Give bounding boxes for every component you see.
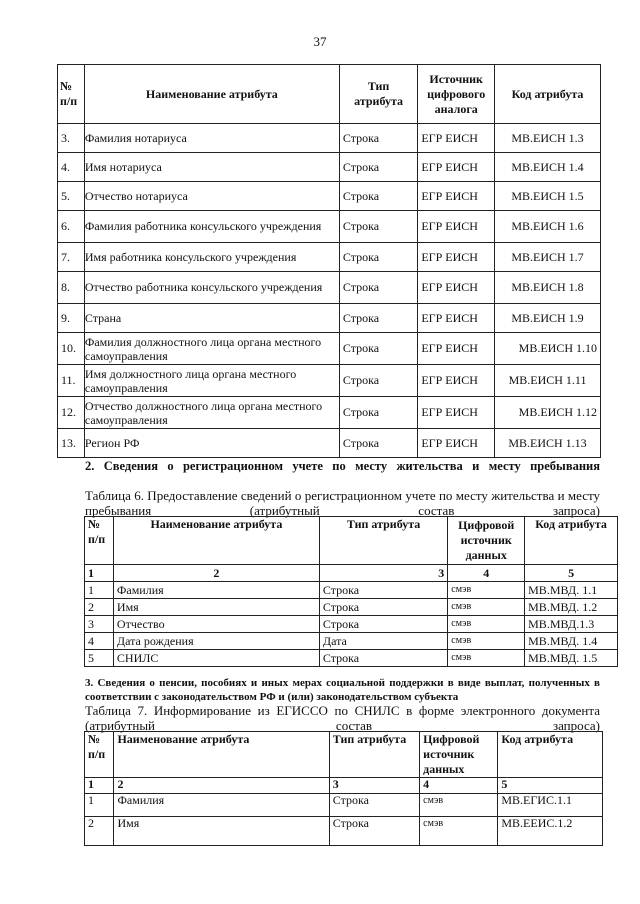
attribute-type: Строка: [339, 365, 417, 397]
attribute-type: Строка: [339, 397, 417, 429]
attribute-code: МВ.МВД. 1.5: [525, 650, 618, 667]
header-name: Наименование атрибута: [114, 732, 329, 778]
attribute-code: МВ.ЕИСН 1.7: [495, 243, 601, 272]
table-row: [58, 153, 601, 182]
attribute-code: МВ.МВД. 1.1: [525, 582, 618, 599]
table-row: [85, 616, 618, 633]
header-name: Наименование атрибута: [113, 517, 319, 565]
attribute-source: ЕГР ЕИСН: [418, 333, 495, 365]
attribute-source: ЕГР ЕИСН: [418, 429, 495, 458]
table-row: [85, 794, 603, 817]
row-number: 2: [85, 817, 114, 846]
header-name: Наименование атрибута: [84, 65, 339, 124]
header-code: Код атрибута: [498, 732, 603, 778]
attribute-type: Строка: [329, 794, 419, 817]
attribute-code: МВ.ЕИСН 1.6: [495, 211, 601, 243]
column-number: 5: [498, 778, 603, 794]
attribute-source: ЕГР ЕИСН: [418, 243, 495, 272]
table-header-row: [85, 517, 618, 565]
attribute-type: Строка: [319, 599, 447, 616]
column-number: 4: [448, 565, 525, 582]
attribute-type: Строка: [339, 182, 417, 211]
attribute-source: ЕГР ЕИСН: [418, 365, 495, 397]
table-egr-eisn: [57, 64, 601, 458]
attribute-type: Строка: [339, 333, 417, 365]
table-row: [85, 599, 618, 616]
attribute-name: Фамилия работника консульского учреждения: [84, 211, 339, 243]
section-2-heading: 2. Сведения о регистрационном учете по месту жительства и месту пребывания: [85, 459, 600, 473]
attribute-source: ЕГР ЕИСН: [418, 397, 495, 429]
table-row: [58, 182, 601, 211]
attribute-code: МВ.ЕИСН 1.8: [495, 272, 601, 304]
attribute-name: Отчество: [113, 616, 319, 633]
table-row: [58, 304, 601, 333]
attribute-type: Строка: [339, 124, 417, 153]
row-number: 7.: [58, 243, 85, 272]
attribute-code: МВ.ЕИСН 1.5: [495, 182, 601, 211]
row-number: 12.: [58, 397, 85, 429]
table-row: [58, 333, 601, 365]
row-number: 1: [85, 794, 114, 817]
header-type: Тип атрибута: [319, 517, 447, 565]
column-number: 2: [113, 565, 319, 582]
row-number: 5: [85, 650, 114, 667]
attribute-type: Строка: [339, 153, 417, 182]
attribute-source: ЕГР ЕИСН: [418, 272, 495, 304]
attribute-type: Дата: [319, 633, 447, 650]
table-header-row: [85, 732, 603, 778]
attribute-name: Страна: [84, 304, 339, 333]
table-header-row: [58, 65, 601, 124]
attribute-source: ЕГР ЕИСН: [418, 124, 495, 153]
attribute-name: Отчество нотариуса: [84, 182, 339, 211]
column-numbers-row: [85, 565, 618, 582]
row-number: 3.: [58, 124, 85, 153]
header-code: Код атрибута: [525, 517, 618, 565]
attribute-name: Имя: [113, 599, 319, 616]
attribute-code: МВ.ЕИСН 1.12: [495, 397, 601, 429]
table-row: [85, 633, 618, 650]
attribute-name: Отчество должностного лица органа местного самоуправления: [84, 397, 339, 429]
attribute-source: смэв: [420, 817, 498, 846]
header-number: № п/п: [58, 65, 85, 124]
header-code: Код атрибута: [495, 65, 601, 124]
attribute-type: Строка: [329, 817, 419, 846]
row-number: 9.: [58, 304, 85, 333]
table-7-caption: Таблица 7. Информирование из ЕГИССО по СНИЛС в форме электронного документа (атрибутный состав запроса): [85, 703, 600, 733]
table-row: [85, 582, 618, 599]
attribute-name: Фамилия должностного лица органа местного самоуправления: [84, 333, 339, 365]
section-3-heading: 3. Сведения о пенсии, пособиях и иных мерах социальной поддержки в виде выплат, полученных в соответствии с законодательством РФ и (или) законодательством субъекта: [85, 677, 600, 703]
attribute-source: смэв: [448, 582, 525, 599]
attribute-name: Фамилия нотариуса: [84, 124, 339, 153]
row-number: 13.: [58, 429, 85, 458]
row-number: 4.: [58, 153, 85, 182]
row-number: 8.: [58, 272, 85, 304]
attribute-source: ЕГР ЕИСН: [418, 304, 495, 333]
attribute-code: МВ.ЕИСН 1.10: [495, 333, 601, 365]
attribute-code: МВ.ЕЕИС.1.2: [498, 817, 603, 846]
header-type: Тип атрибута: [329, 732, 419, 778]
header-source: Источник цифрового аналога: [418, 65, 495, 124]
attribute-source: смэв: [448, 599, 525, 616]
column-number: 2: [114, 778, 329, 794]
attribute-type: Строка: [319, 582, 447, 599]
attribute-name: Имя: [114, 817, 329, 846]
row-number: 5.: [58, 182, 85, 211]
table-6: [84, 516, 618, 667]
table-6-caption: Таблица 6. Предоставление сведений о регистрационном учете по месту жительства и месту пребывания (атрибутный состав запроса): [85, 488, 600, 518]
attribute-source: смэв: [448, 616, 525, 633]
attribute-source: смэв: [448, 633, 525, 650]
column-number: 3: [329, 778, 419, 794]
attribute-code: МВ.ЕИСН 1.3: [495, 124, 601, 153]
attribute-code: МВ.ЕИСН 1.13: [495, 429, 601, 458]
attribute-name: Регион РФ: [84, 429, 339, 458]
column-number: 4: [420, 778, 498, 794]
header-number: № п/п: [85, 732, 114, 778]
attribute-source: смэв: [420, 794, 498, 817]
column-number: 1: [85, 565, 114, 582]
attribute-code: МВ.МВД. 1.2: [525, 599, 618, 616]
attribute-type: Строка: [339, 429, 417, 458]
attribute-source: ЕГР ЕИСН: [418, 153, 495, 182]
attribute-name: Дата рождения: [113, 633, 319, 650]
page-number: 37: [313, 34, 327, 49]
column-number: 5: [525, 565, 618, 582]
table-7: [84, 731, 603, 846]
attribute-name: Имя нотариуса: [84, 153, 339, 182]
attribute-type: Строка: [319, 616, 447, 633]
attribute-type: Строка: [339, 272, 417, 304]
header-number: № п/п: [85, 517, 114, 565]
table-row: [58, 124, 601, 153]
attribute-source: смэв: [448, 650, 525, 667]
column-numbers-row: [85, 778, 603, 794]
row-number: 10.: [58, 333, 85, 365]
table-row: [58, 272, 601, 304]
header-type: Тип атрибута: [339, 65, 417, 124]
row-number: 4: [85, 633, 114, 650]
attribute-code: МВ.ЕИСН 1.4: [495, 153, 601, 182]
attribute-source: ЕГР ЕИСН: [418, 182, 495, 211]
attribute-name: Фамилия: [114, 794, 329, 817]
attribute-name: Отчество работника консульского учреждения: [84, 272, 339, 304]
table-row: [58, 243, 601, 272]
table-row: [58, 365, 601, 397]
table-row: [85, 817, 603, 846]
attribute-code: МВ.ЕИСН 1.9: [495, 304, 601, 333]
attribute-type: Строка: [339, 211, 417, 243]
attribute-type: Строка: [339, 243, 417, 272]
table-row: [58, 211, 601, 243]
attribute-name: Имя должностного лица органа местного самоуправления: [84, 365, 339, 397]
row-number: 6.: [58, 211, 85, 243]
row-number: 3: [85, 616, 114, 633]
attribute-source: ЕГР ЕИСН: [418, 211, 495, 243]
column-number: 3: [319, 565, 447, 582]
column-number: 1: [85, 778, 114, 794]
row-number: 2: [85, 599, 114, 616]
attribute-code: МВ.ЕИСН 1.11: [495, 365, 601, 397]
attribute-name: СНИЛС: [113, 650, 319, 667]
attribute-code: МВ.ЕГИС.1.1: [498, 794, 603, 817]
attribute-code: МВ.МВД.1.3: [525, 616, 618, 633]
attribute-code: МВ.МВД. 1.4: [525, 633, 618, 650]
header-source: Цифровой источник данных: [420, 732, 498, 778]
header-source: Цифровой источник данных: [448, 517, 525, 565]
table-row: [85, 650, 618, 667]
row-number: 1: [85, 582, 114, 599]
table-row: [58, 397, 601, 429]
attribute-name: Имя работника консульского учреждения: [84, 243, 339, 272]
table-row: [58, 429, 601, 458]
attribute-type: Строка: [319, 650, 447, 667]
attribute-name: Фамилия: [113, 582, 319, 599]
row-number: 11.: [58, 365, 85, 397]
attribute-type: Строка: [339, 304, 417, 333]
